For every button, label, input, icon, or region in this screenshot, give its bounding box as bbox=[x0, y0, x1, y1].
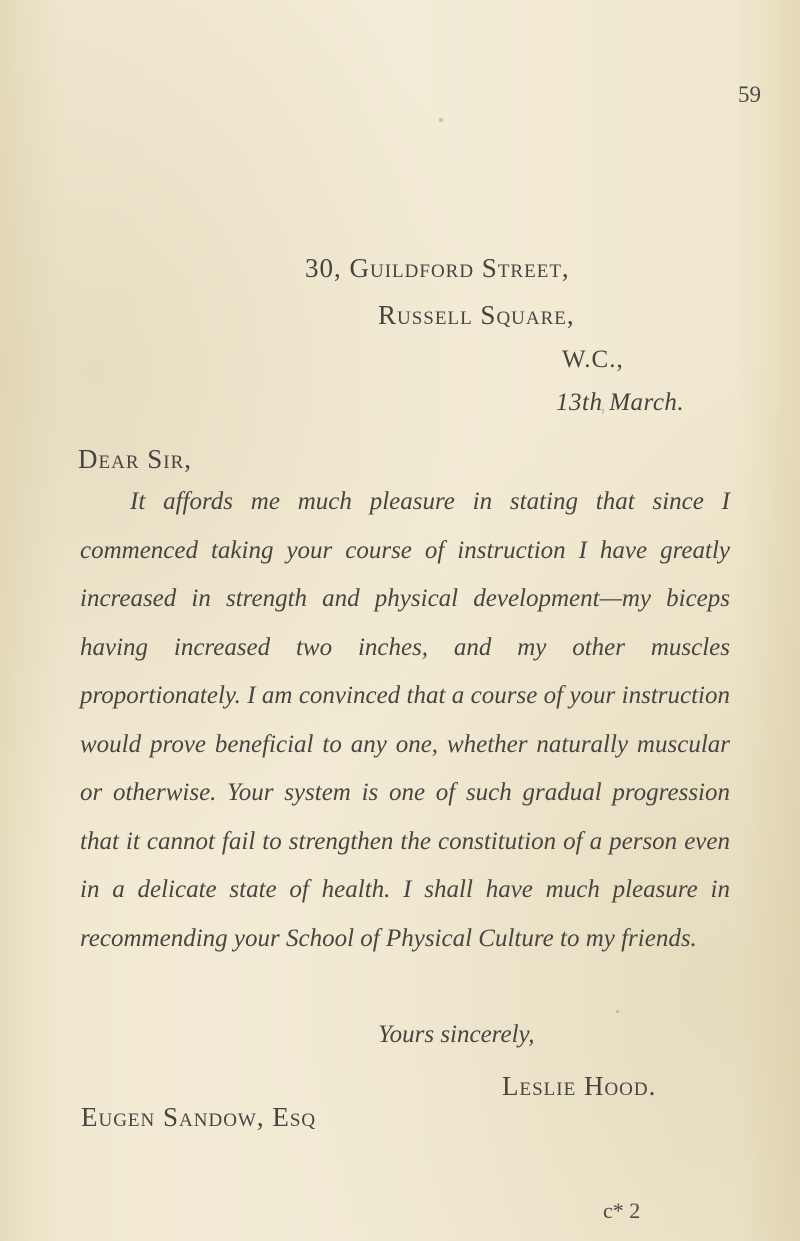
recipient: Eugen Sandow, Esq bbox=[81, 1102, 317, 1132]
signature: Leslie Hood. bbox=[502, 1071, 657, 1101]
address-square: Russell Square, bbox=[378, 300, 575, 330]
address-street: 30, Guildford Street, bbox=[305, 253, 570, 283]
salutation: Dear Sir, bbox=[78, 444, 193, 474]
letter-body: It affords me much pleasure in stating that since I commenced taking your course of instruction I have greatly increased in strength and physical development—my biceps having increased two inches, and my other muscles proportionately. I am convinced that a course of your instruction would prove beneficial to any one, whether naturally muscular or otherwise. Your system is one of such gradual progression that it cannot fail to strengthen the constitution of a person even in a delicate state of health. I shall have much pleasure in recommending your School of Physical Culture to my friends. bbox=[80, 488, 730, 952]
printer-signature-mark: c* 2 bbox=[603, 1198, 641, 1223]
page-number: 59 bbox=[738, 82, 761, 107]
letter-date: 13th March. bbox=[556, 389, 685, 416]
paper-speck bbox=[602, 408, 604, 414]
address-district: W.C., bbox=[562, 346, 624, 373]
paper-speck bbox=[439, 118, 443, 122]
paper-speck bbox=[616, 1010, 619, 1013]
closing: Yours sincerely, bbox=[378, 1021, 535, 1048]
